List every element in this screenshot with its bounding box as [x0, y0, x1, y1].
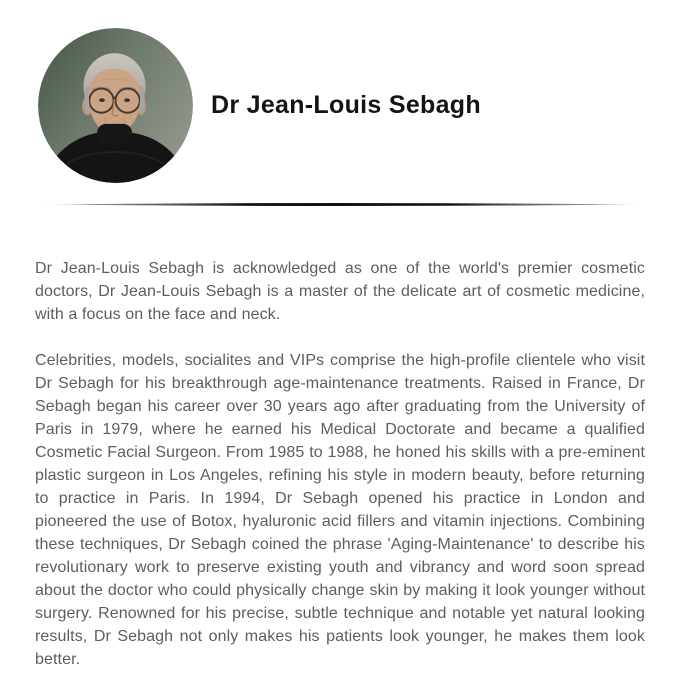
bio-paragraph-1: Dr Jean-Louis Sebagh is acknowledged as one of the world's premier cosmetic doctors, Dr Jean-Louis Sebagh is a master of the delicate art of cosmetic medicine, with a focus on the face and neck.: [35, 260, 645, 323]
section-divider: [36, 202, 644, 207]
profile-header: [0, 0, 679, 183]
author-name-heading: Dr Jean-Louis Sebagh: [211, 91, 481, 119]
biography-section: [35, 257, 645, 671]
portrait-photo-icon: [38, 28, 193, 183]
author-photo: [38, 28, 193, 183]
bio-paragraph-2: Celebrities, models, socialites and VIPs comprise the high-profile clientele who visit Dr Sebagh for his breakthrough age-maintenance treatments. Raised in France, Dr Sebagh began his career over 30 years ago after graduating from the University of Paris in 1979, where he earned his Medical Doctorate and became a qualified Cosmetic Facial Surgeon. From 1985 to 1988, he honed his skills with a pre-eminent plastic surgeon in Los Angeles, refining his style in modern beauty, before returning to practice in Paris. In 1994, Dr Sebagh opened his practice in London and pioneered the use of Botox, hyaluronic acid fillers and vitamin injections. Combining these techniques, Dr Sebagh coined the phrase 'Aging-Maintenance' to describe his revolutionary work to preserve existing youth and vibrancy and word soon spread about the doctor who could physically change skin by making it look younger without surgery. Renowned for his precise, subtle technique and notable yet natural looking results, Dr Sebagh not only makes his patients look younger, he makes them look better.: [35, 352, 645, 668]
divider-line-icon: [36, 202, 644, 207]
